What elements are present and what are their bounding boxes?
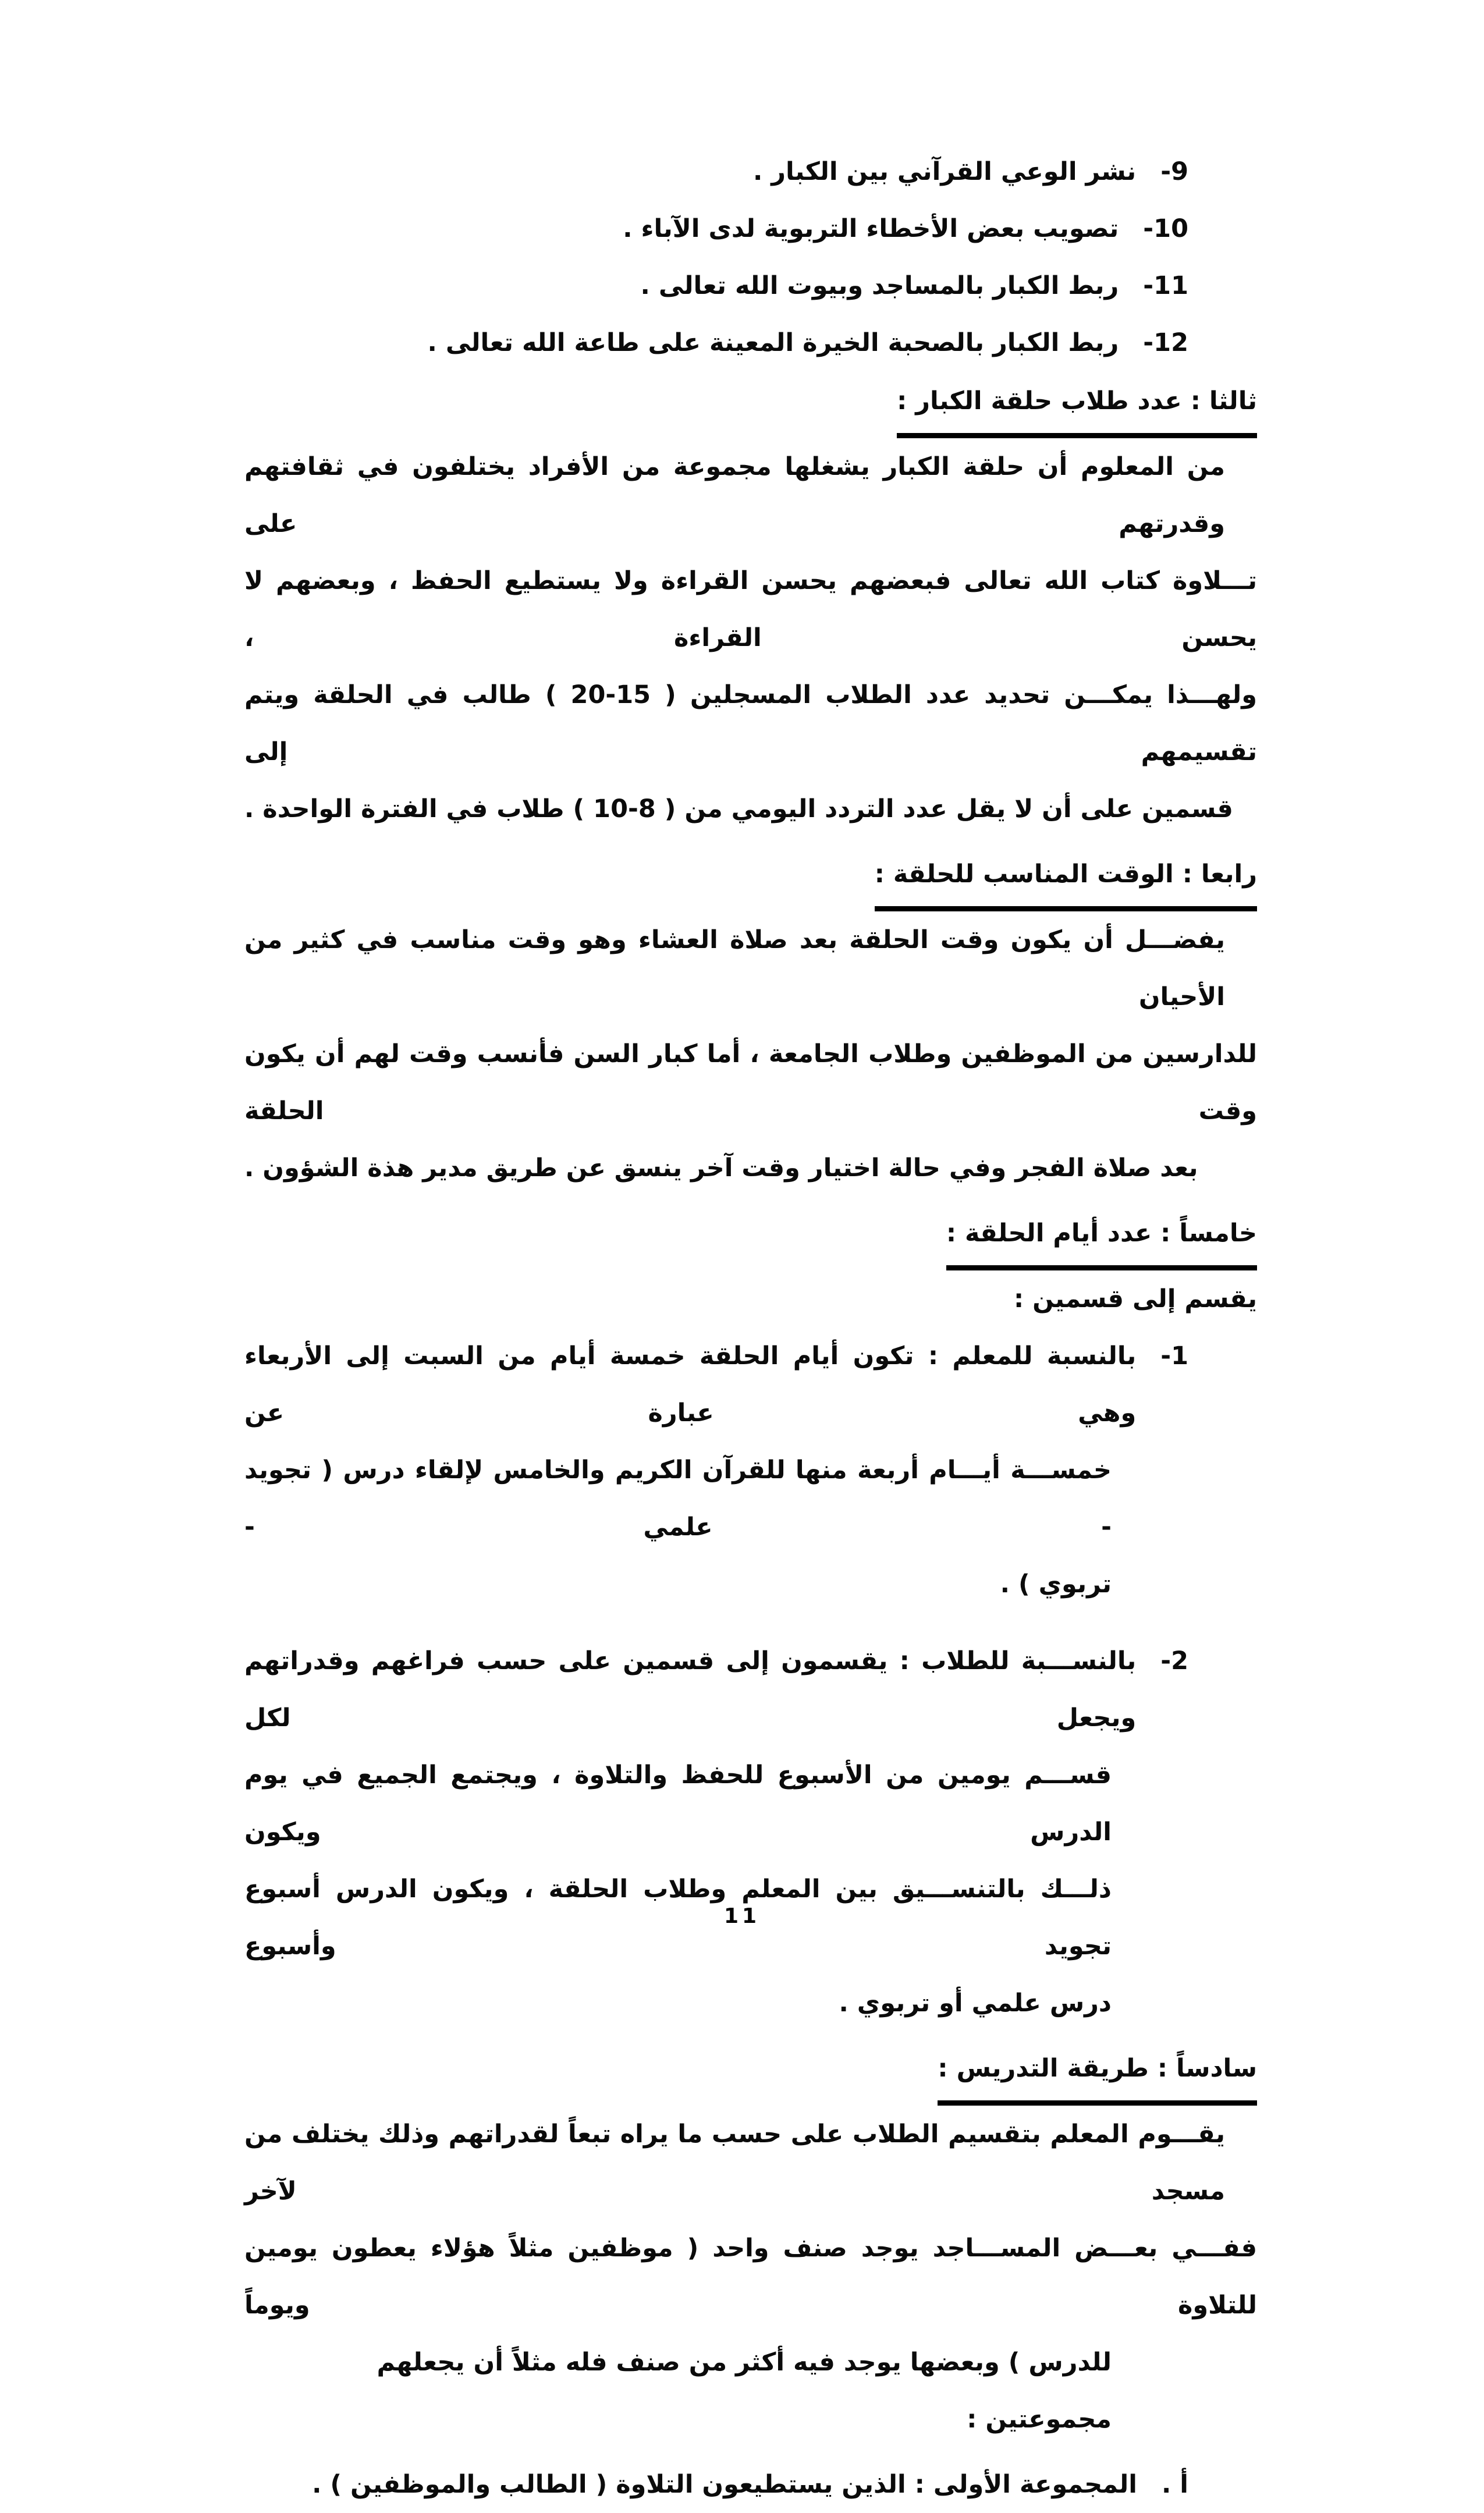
paragraph-line: ولهـــذا يمكـــن تحديد عدد الطلاب المسجلين ( 15-20 ) طالب في الحلقة ويتم تقسيمهم إلى <box>244 680 1258 766</box>
document-body <box>244 143 1257 2513</box>
paragraph-line: خمســـة أيـــام أربعة منها للقرآن الكريم والخامس لإلقاء درس ( تجويد - علمي - <box>244 1456 1112 1542</box>
list-item <box>244 143 1257 200</box>
section-heading-third: ثالثا : عدد طلاب حلقة الكبار : <box>897 376 1257 438</box>
list-item-number: 9- <box>1160 157 1188 186</box>
list-item <box>244 257 1257 314</box>
section-heading-row <box>244 1205 1257 1270</box>
numbered-item-text: بالنســـبة للطلاب : يقسمون إلى قسمين على حسب فراغهم وقدراتهم ويجعل لكل <box>244 1646 1137 1733</box>
lettered-item-text: المجموعة الأولى : الذين يستطيعون التلاوة ( الطالب والموظفين ) . <box>312 2470 1137 2499</box>
section-intro: يقسم إلى قسمين : <box>1013 1284 1257 1314</box>
page-number: 11 <box>723 1904 761 1928</box>
list-item-text: نشر الوعي القرآني بين الكبار . <box>752 157 1137 186</box>
paragraph-line: ذلـــك بالتنســـيق بين المعلم وطلاب الحلقة ، ويكون الدرس أسبوع تجويد وأسبوع <box>244 1875 1112 1961</box>
paragraph-line: من المعلوم أن حلقة الكبار يشغلها مجموعة من الأفراد يختلفون في ثقافتهم وقدرتهم على <box>244 452 1225 538</box>
section-heading-row <box>244 846 1257 911</box>
list-item-number: 11- <box>1143 271 1188 300</box>
numbered-item <box>244 1632 1257 1747</box>
section-heading-fourth: رابعا : الوقت المناسب للحلقة : <box>875 849 1257 911</box>
numbered-item-marker: 2- <box>1160 1646 1188 1676</box>
list-item <box>244 200 1257 257</box>
lettered-item-marker: أ . <box>1161 2470 1188 2499</box>
numbered-item <box>244 1328 1257 1442</box>
list-item-text: تصويب بعض الأخطاء التربوية لدى الآباء . <box>623 214 1119 243</box>
section-heading-row <box>244 2040 1257 2106</box>
numbered-item-marker: 1- <box>1160 1341 1188 1371</box>
paragraph-line: للدارسين من الموظفين وطلاب الجامعة ، أما كبار السن فأنسب وقت لهم أن يكون وقت الحلقة <box>244 1039 1257 1126</box>
paragraph-line: يقـــوم المعلم بتقسيم الطلاب على حسب ما يراه تبعاً لقدراتهم وذلك يختلف من مسجد لآخر <box>244 2120 1225 2206</box>
paragraph-line: درس علمي أو تربوي . <box>839 1989 1112 2018</box>
paragraph-line: قسمين على أن لا يقل عدد التردد اليومي من ( 8-10 ) طلاب في الفترة الواحدة . <box>244 794 1233 824</box>
list-item-number: 12- <box>1143 328 1188 357</box>
paragraph-line: للدرس ) وبعضها يوجد فيه أكثر من صنف فله مثلاً أن يجعلهم مجموعتين : <box>377 2348 1112 2434</box>
paragraph-line: قســـم يومين من الأسبوع للحفظ والتلاوة ، ويجتمع الجميع في يوم الدرس ويكون <box>244 1760 1112 1847</box>
section-heading-fifth: خامساً : عدد أيام الحلقة : <box>946 1208 1257 1270</box>
list-item <box>244 314 1257 371</box>
paragraph-line: بعد صلاة الفجر وفي حالة اختيار وقت آخر ينسق عن طريق مدير هذة الشؤون . <box>244 1153 1198 1183</box>
list-item-text: ربط الكبار بالصحبة الخيرة المعينة على طاعة الله تعالى . <box>427 328 1119 357</box>
section-heading-row <box>244 372 1257 438</box>
paragraph-line: تـــلاوة كتاب الله تعالى فبعضهم يحسن القراءة ولا يستطيع الحفظ ، وبعضهم لا يحسن القراءة ، <box>244 566 1257 652</box>
paragraph-line: تربوي ) . <box>1000 1570 1112 1599</box>
lettered-item <box>244 2456 1257 2513</box>
list-item-text: ربط الكبار بالمساجد وبيوت الله تعالى . <box>640 271 1119 300</box>
section-heading-sixth: سادساً : طريقة التدريس : <box>938 2043 1257 2106</box>
list-item-number: 10- <box>1143 214 1188 243</box>
paragraph-line: يفضـــل أن يكون وقت الحلقة بعد صلاة العشاء وهو وقت مناسب في كثير من الأحيان <box>244 925 1225 1011</box>
paragraph-line: ففـــي بعـــض المســـاجد يوجد صنف واحد ( موظفين مثلاً هؤلاء يعطون يومين للتلاوة ويوماً <box>244 2234 1257 2320</box>
numbered-item-text: بالنسبة للمعلم : تكون أيام الحلقة خمسة أيام من السبت إلى الأربعاء وهي عبارة عن <box>244 1341 1137 1428</box>
